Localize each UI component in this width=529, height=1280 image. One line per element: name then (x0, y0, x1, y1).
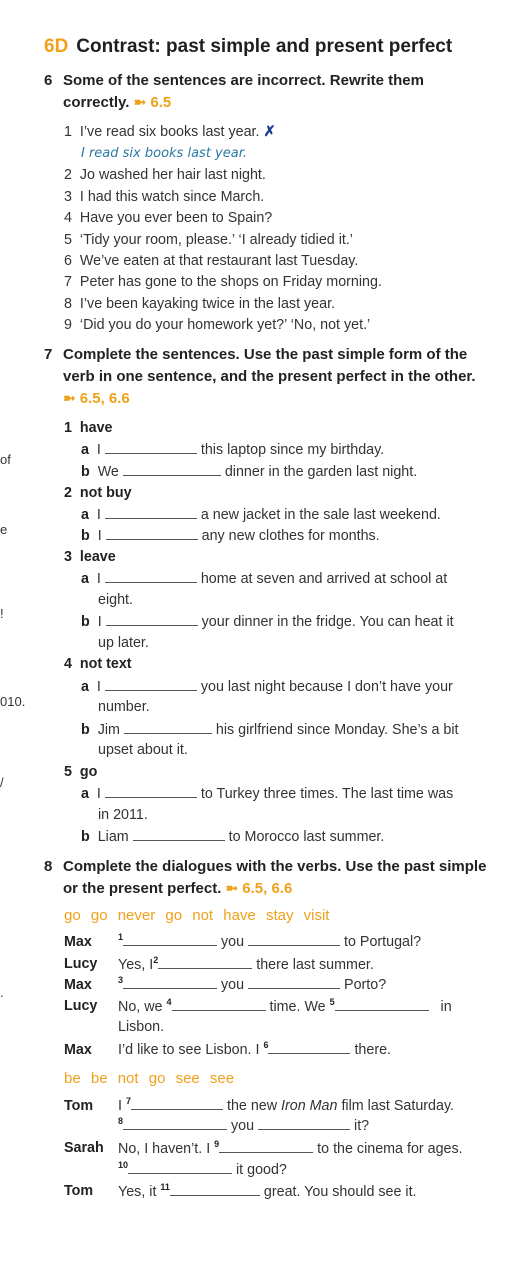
item-text: ‘Did you do your homework yet?’ ‘No, not yet.’ (79, 317, 371, 333)
grammar-reference: ➼ 6.5 (133, 94, 172, 111)
dialogue-line (118, 1040, 391, 1058)
dialogue-text: it? (354, 1118, 370, 1134)
answer-blank[interactable] (170, 1182, 260, 1196)
speaker-name: Tom (64, 1098, 94, 1114)
item-text: I had this watch since March. (79, 189, 265, 205)
sentence-start: I (97, 614, 102, 630)
exercise-6-item (64, 166, 266, 184)
sentence-continuation: up later. (98, 635, 149, 651)
edge-fragment: of (0, 452, 11, 467)
item-number: 3 (64, 189, 72, 205)
dialogue-text: film last Saturday. (341, 1098, 454, 1114)
dialogue-text: Porto? (344, 977, 387, 993)
gap-sentence: a I to Turkey three times. The last time was (81, 786, 454, 802)
dialogue-text: you (221, 977, 245, 993)
sentence-end: his girlfriend since Monday. She’s a bit (215, 722, 459, 738)
sentence-start: I (96, 571, 101, 587)
verb-heading (64, 655, 132, 673)
dialogue-text: there last summer. (256, 957, 374, 973)
item-text: I’ve read six books last year. (79, 124, 260, 140)
exercise-6-item (64, 209, 272, 227)
item-text: I’ve been kayaking twice in the last year. (79, 296, 336, 312)
exercise-number: 6 (44, 72, 53, 89)
sentence-end: to Turkey three times. The last time was (200, 786, 454, 802)
group-number: 2 (64, 485, 72, 501)
gap-sentence: a I home at seven and arrived at school at (81, 571, 448, 587)
answer-blank[interactable] (106, 612, 198, 626)
exercise-6-item (64, 273, 382, 291)
gap-number: 8 (118, 1116, 124, 1127)
edge-fragment: e (0, 522, 8, 537)
dialogue-continuation: Lisbon. (118, 1019, 165, 1035)
answer-blank[interactable] (268, 1040, 350, 1054)
dialogue-text: No, I haven’t. I (118, 1141, 211, 1157)
instruction-text: Complete the dialogues with the verbs. Use the past simple or the present perfect. (63, 858, 487, 897)
sentence-continuation: eight. (98, 592, 133, 608)
answer-blank[interactable] (105, 440, 197, 454)
item-number: 7 (64, 274, 72, 290)
gap-number: 7 (125, 1096, 131, 1107)
sentence-continuation: upset about it. (98, 742, 188, 758)
sentence-end: to Morocco last summer. (228, 829, 385, 845)
item-text: Have you ever been to Spain? (79, 210, 273, 226)
answer-blank[interactable] (258, 1116, 350, 1130)
sentence-end: dinner in the garden last night. (224, 464, 418, 480)
sentence-start: I (96, 442, 101, 458)
dialogue-line (118, 975, 386, 993)
gap-number: 11 (160, 1182, 170, 1193)
answer-blank[interactable] (158, 955, 252, 969)
group-number: 3 (64, 549, 72, 565)
item-number: 9 (64, 317, 72, 333)
speaker-name: Lucy (64, 956, 98, 972)
answer-blank[interactable] (248, 975, 340, 989)
edge-fragment: . (0, 985, 4, 1000)
page-title (44, 36, 452, 58)
instruction-text: Some of the sentences are incorrect. Rewrite them correctly. (63, 72, 424, 111)
dialogue-line (118, 1160, 287, 1178)
dialogue-line (118, 1139, 463, 1157)
exercise-7-instructions (44, 344, 494, 410)
exercise-6-item (64, 231, 353, 249)
verb-heading (64, 763, 97, 781)
gap-number: 3 (118, 975, 124, 986)
verb-box: go go never go not have stay visit (64, 907, 330, 924)
gap-sentence: a I this laptop since my birthday. (81, 442, 385, 458)
sentence-start: I (96, 507, 101, 523)
item-number: 1 (64, 124, 72, 140)
exercise-6-instructions (44, 70, 494, 114)
sentence-start: Liam (97, 829, 129, 845)
group-number: 1 (64, 420, 72, 436)
dialogue-line (118, 955, 374, 973)
gap-sentence: b Jim his girlfriend since Monday. She’s a bit (81, 722, 459, 738)
answer-blank[interactable] (248, 932, 340, 946)
title-text: Contrast: past simple and present perfect (76, 36, 453, 57)
dialogue-text: to Portugal? (344, 934, 422, 950)
sentence-start: I (97, 528, 102, 544)
gap-number: 6 (263, 1040, 269, 1051)
dialogue-text: it good? (236, 1162, 287, 1178)
sentence-end: any new clothes for months. (201, 528, 380, 544)
answer-blank[interactable] (133, 827, 225, 841)
answer-blank[interactable] (123, 975, 217, 989)
item-text: Jo washed her hair last night. (79, 167, 266, 183)
answer-blank[interactable] (124, 720, 212, 734)
edge-fragment: / (0, 775, 4, 790)
unit-number: 6D (44, 36, 69, 57)
instruction-text: Complete the sentences. Use the past simple form of the verb in one sentence, and the present perfect in the other. (63, 346, 476, 385)
gap-sentence: b I your dinner in the fridge. You can heat it (81, 614, 454, 630)
speaker-name: Sarah (64, 1140, 104, 1156)
exercise-8-instructions (44, 856, 494, 900)
verb-box: be be not go see see (64, 1070, 235, 1087)
answer-blank[interactable] (123, 1116, 227, 1130)
answer-blank[interactable] (106, 526, 198, 540)
speaker-name: Lucy (64, 998, 98, 1014)
gap-sentence: b We dinner in the garden last night. (81, 464, 418, 480)
dialogue-line (118, 1116, 369, 1134)
item-number: 4 (64, 210, 72, 226)
gap-number: 2 (153, 955, 159, 966)
item-number: 2 (64, 167, 72, 183)
dialogue-text: No, we (118, 999, 163, 1015)
speaker-name: Max (64, 1042, 92, 1058)
exercise-6-item (64, 295, 335, 313)
verb: leave (79, 549, 116, 565)
dialogue-line (118, 1096, 454, 1114)
exercise-6-item (64, 188, 264, 206)
verb-heading (64, 548, 116, 566)
dialogue-text: I’d like to see Lisbon. I (118, 1042, 260, 1058)
gap-sentence: a I you last night because I don’t have your (81, 679, 453, 695)
answer-blank[interactable] (335, 997, 429, 1011)
dialogue-text: time. We (269, 999, 326, 1015)
handwritten-answer: I read six books last year. (81, 146, 247, 161)
exercise-6-item (64, 123, 275, 141)
sentence-continuation: number. (98, 699, 150, 715)
gap-number: 10 (118, 1160, 129, 1171)
answer-blank[interactable] (123, 932, 217, 946)
answer-blank[interactable] (128, 1160, 232, 1174)
gap-sentence: a I a new jacket in the sale last weekend. (81, 507, 441, 523)
dialogue-text: to the cinema for ages. (317, 1141, 463, 1157)
dialogue-text: you (221, 934, 245, 950)
verb: not text (79, 656, 132, 672)
edge-fragment: 010. (0, 694, 26, 709)
dialogue-text: Yes, it (118, 1184, 157, 1200)
sentence-end: you last night because I don’t have your (200, 679, 453, 695)
answer-blank[interactable] (105, 677, 197, 691)
verb: not buy (79, 485, 132, 501)
gap-number: 9 (214, 1139, 220, 1150)
item-number: 6 (64, 253, 72, 269)
dialogue-line (118, 1182, 417, 1200)
sentence-end: a new jacket in the sale last weekend. (200, 507, 441, 523)
grammar-reference: ➼ 6.5, 6.6 (63, 390, 130, 407)
item-text: Peter has gone to the shops on Friday morning. (79, 274, 382, 290)
dialogue-text: I (118, 1098, 122, 1114)
gap-number: 1 (118, 932, 124, 943)
dialogue-text: you (231, 1118, 255, 1134)
item-number: 5 (64, 232, 72, 248)
sentence-end: your dinner in the fridge. You can heat it (201, 614, 454, 630)
sentence-end: this laptop since my birthday. (200, 442, 385, 458)
gap-number: 4 (166, 997, 172, 1008)
item-text: ‘Tidy your room, please.’ ‘I already tidied it.’ (79, 232, 353, 248)
verb: have (79, 420, 113, 436)
sentence-continuation: in 2011. (98, 807, 148, 823)
dialogue-text: Yes, I (118, 957, 154, 973)
gap-number: 5 (329, 997, 335, 1008)
dialogue-text: there. (354, 1042, 392, 1058)
exercise-6-item (64, 316, 370, 334)
item-number: 8 (64, 296, 72, 312)
group-number: 4 (64, 656, 72, 672)
dialogue-line (118, 997, 452, 1015)
answer-blank[interactable] (105, 505, 197, 519)
dialogue-line (118, 932, 421, 950)
answer-blank[interactable] (172, 997, 266, 1011)
exercise-number: 8 (44, 858, 53, 875)
answer-blank[interactable] (123, 462, 221, 476)
answer-blank[interactable] (105, 569, 197, 583)
verb: go (79, 764, 98, 780)
group-number: 5 (64, 764, 72, 780)
dialogue-text: in (440, 999, 452, 1015)
speaker-name: Max (64, 977, 92, 993)
sentence-start: Jim (97, 722, 120, 738)
film-title: Iron Man (281, 1098, 338, 1114)
grammar-reference: ➼ 6.5, 6.6 (225, 880, 293, 897)
sentence-start: We (97, 464, 119, 480)
speaker-name: Max (64, 934, 92, 950)
cross-icon: ✗ (263, 124, 276, 140)
dialogue-text: great. You should see it. (263, 1184, 417, 1200)
edge-fragment: ! (0, 606, 4, 621)
exercise-number: 7 (44, 346, 53, 363)
verb-heading (64, 484, 132, 502)
sentence-start: I (96, 679, 101, 695)
sentence-start: I (96, 786, 101, 802)
gap-sentence: b I any new clothes for months. (81, 528, 380, 544)
dialogue-text: the new (226, 1098, 278, 1114)
sentence-end: home at seven and arrived at school at (200, 571, 448, 587)
answer-blank[interactable] (105, 784, 197, 798)
gap-sentence: b Liam to Morocco last summer. (81, 829, 385, 845)
answer-blank[interactable] (219, 1139, 313, 1153)
speaker-name: Tom (64, 1183, 94, 1199)
item-text: We’ve eaten at that restaurant last Tuesday. (79, 253, 359, 269)
exercise-6-item (64, 252, 358, 270)
verb-heading (64, 419, 113, 437)
answer-blank[interactable] (131, 1096, 223, 1110)
